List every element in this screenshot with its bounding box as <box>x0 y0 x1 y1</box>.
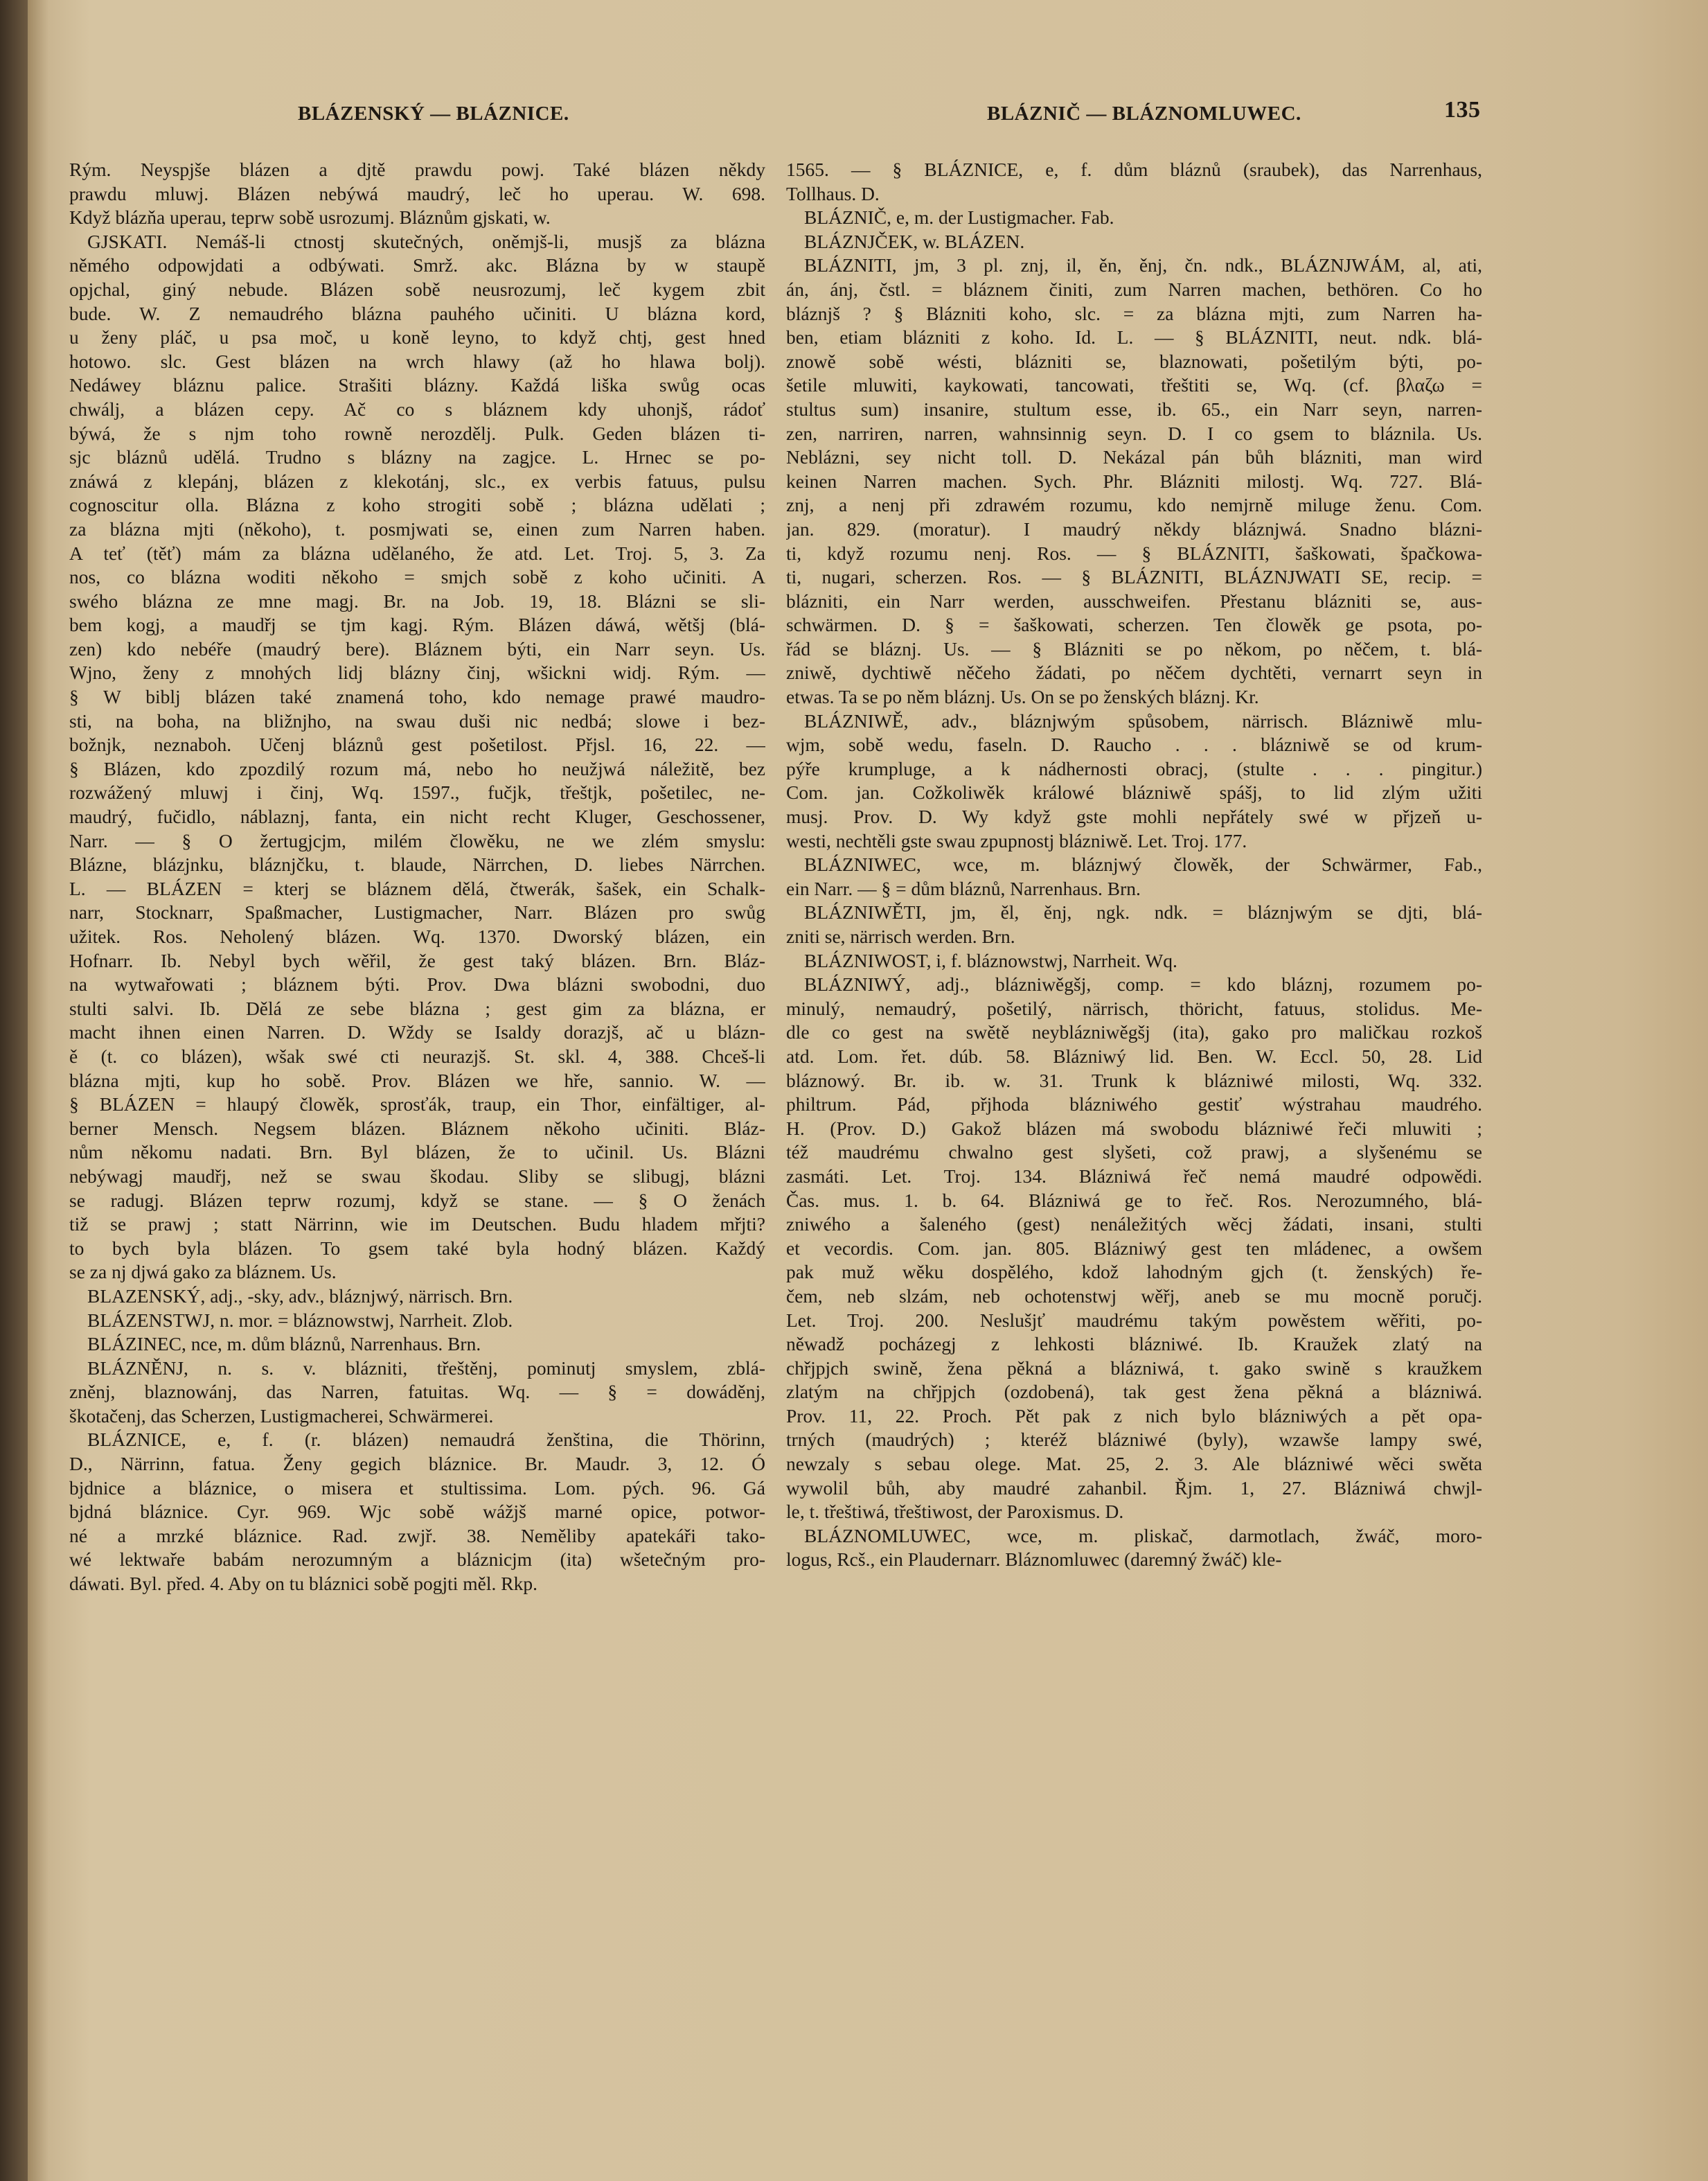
text-line: BLÁZNIWEC, wce, m. bláznjwý člowěk, der Schwärmer, Fab., <box>804 854 1482 876</box>
right-column <box>786 158 1482 1572</box>
text-line: znáwá z klepánj, blázen z klekotánj, slc., ex verbis fatuus, pulsu <box>69 470 765 492</box>
text-line: něwadž pocházegj z lehkosti blázniwé. Ib. Kraužek zlatý na <box>786 1333 1482 1355</box>
text-line: BLÁZNĚNJ, n. s. v. blázniti, třeštěnj, pominutj smyslem, zblá- <box>87 1357 765 1379</box>
text-line: § BLÁZEN = hlaupý člowěk, sprosťák, traup, ein Thor, einfältiger, al- <box>69 1093 765 1115</box>
text-line: H. (Prov. D.) Gakož blázen má swobodu blázniwé řeči mluwiti ; <box>786 1117 1482 1139</box>
book-spine-shadow <box>0 0 28 2181</box>
text-line: zniti se, närrisch werden. Brn. <box>786 926 1015 947</box>
text-line: sti, na boha, na bližnjho, na swau duši nic nedbá; slowe i bez- <box>69 709 765 732</box>
text-line: bude. W. Z nemaudrého blázna pauhého učiniti. U blázna kord, <box>69 302 765 324</box>
text-line: cognoscitur olla. Blázna z koho strogiti sobě ; blázna udělati ; <box>69 494 765 516</box>
text-line: prawdu mluwj. Blázen nebýwá maudrý, leč ho uperau. W. 698. <box>69 182 765 204</box>
text-line: L. — BLÁZEN = kterj se bláznem dělá, čtwerák, šašek, ein Schalk- <box>69 877 765 899</box>
text-line: BLÁZNITI, jm, 3 pl. znj, il, ěn, ěnj, čn. ndk., BLÁZNJWÁM, al, ati, <box>804 254 1482 276</box>
text-line: minulý, nemaudrý, pošetilý, närrisch, thöricht, fatuus, stolidus. Me- <box>786 997 1482 1019</box>
text-line: án, ánj, čstl. = bláznem činiti, zum Narren machen, bethören. Co ho <box>786 278 1482 300</box>
text-line: za blázna mjti (někoho), t. posmjwati se, einen zum Narren haben. <box>69 518 765 540</box>
text-line: BLÁZINEC, nce, m. dům bláznů, Narrenhaus. Brn. <box>87 1333 481 1355</box>
text-line: řád se bláznj. Us. — § Blázniti se po někom, po něčem, t. blá- <box>786 637 1482 660</box>
text-line: bjdná bláznice. Cyr. 969. Wjc sobě wážjš marné opice, potwor- <box>69 1501 765 1523</box>
text-line: blázna mjti, kup ho sobě. Prov. Blázen we hře, sannio. W. — <box>69 1069 765 1091</box>
text-line: D., Närrinn, fatua. Ženy gegich bláznice. Br. Maudr. 3, 12. Ó <box>69 1453 765 1475</box>
text-line: zen) kdo nebéře (maudrý bere). Bláznem býti, ein Narr seyn. Us. <box>69 637 765 660</box>
text-line: hotowo. slc. Gest blázen na wrch hlawy (až ho hlawa bolj). <box>69 350 765 372</box>
text-line: býwá, že s njm toho rowně nerozdělj. Pulk. Geden blázen ti- <box>69 422 765 444</box>
text-line: dáwati. Byl. před. 4. Aby on tu bláznici sobě pogjti měl. Rkp. <box>69 1573 537 1595</box>
text-line: Prov. 11, 22. Proch. Pět pak z nich bylo blázniwých a pět opa- <box>786 1404 1482 1427</box>
text-line: zasmáti. Let. Troj. 134. Blázniwá řeč nemá maudré odpowědi. <box>786 1165 1482 1187</box>
text-line: Narr. — § O žertugjcjm, milém člowěku, ne we zlém smyslu: <box>69 829 765 851</box>
text-line: znj, a nenj při zdrawém rozumu, kdo nemjrně miluge ženu. Com. <box>786 494 1482 516</box>
text-line: musj. Prov. D. Wy když gste mohli nepřátely swé w přjzeň u- <box>786 806 1482 828</box>
text-line: philtrum. Pád, přjhoda blázniwého gestiť wýstrahau maudrého. <box>786 1093 1482 1115</box>
text-line: chřjpjch swině, žena pěkná a blázniwá, t. gako swině s kraužkem <box>786 1357 1482 1379</box>
text-line: u ženy pláč, u psa moč, u koně leyno, to když chtj, gest hned <box>69 326 765 348</box>
left-column <box>69 158 765 1596</box>
running-head-left: BLÁZENSKÝ — BLÁZNICE. <box>298 103 569 125</box>
text-line: to bych byla blázen. To gsem také byla hodný blázen. Každý <box>69 1237 765 1259</box>
text-line: newzaly s sebau olege. Mat. 25, 2. 3. Ale blázniwé wěci swěta <box>786 1453 1482 1475</box>
text-line: ě (t. co blázen), wšak swé cti neurazjš. St. skl. 4, 388. Chceš-li <box>69 1045 765 1067</box>
text-line: BLÁZNIČ, e, m. der Lustigmacher. Fab. <box>804 206 1114 229</box>
text-line: macht ihnen einen Narren. D. Wždy se Isaldy dorazjš, ač u blázn- <box>69 1021 765 1043</box>
page-number: 135 <box>1444 97 1481 123</box>
text-line: na wytwařowati ; bláznem býti. Prov. Dwa blázni swobodni, duo <box>69 973 765 996</box>
text-line: BLÁZNIWĚ, adv., bláznjwým spůsobem, närrisch. Blázniwě mlu- <box>804 709 1482 732</box>
text-line: schwärmen. D. § = šaškowati, scherzen. Ten člowěk ge psota, po- <box>786 614 1482 636</box>
text-line: bláznjš ? § Blázniti koho, slc. = za blázna mjti, zum Narren ha- <box>786 302 1482 324</box>
text-line: zněnj, blaznowánj, das Narren, fatuitas. Wq. — § = dowáděnj, <box>69 1381 765 1403</box>
text-line: nos, co blázna woditi někoho = smjch sobě z koho učiniti. A <box>69 566 765 588</box>
text-line: wé lektwaře babám nerozumným a bláznicjm (ita) wšetečným pro- <box>69 1548 765 1571</box>
text-line: se za nj djwá gako za bláznem. Us. <box>69 1261 337 1283</box>
text-line: stulti salvi. Ib. Dělá ze sebe blázna ; gest gim za blázna, er <box>69 997 765 1019</box>
text-line: tiž se prawj ; statt Närrinn, wie im Deutschen. Budu hladem mřjti? <box>69 1213 765 1235</box>
text-line: berner Mensch. Negsem blázen. Bláznem někoho učiniti. Bláz- <box>69 1117 765 1139</box>
text-line: § W biblj blázen také znamená toho, kdo nemage prawé maudro- <box>69 686 765 708</box>
text-line: jan. 829. (moratur). I maudrý někdy bláznjwá. Snadno blázni- <box>786 518 1482 540</box>
text-line: A teť (těť) mám za blázna udělaného, že atd. Let. Troj. 5, 3. Za <box>69 542 765 564</box>
text-line: BLÁZNICE, e, f. (r. blázen) nemaudrá ženština, die Thörinn, <box>87 1429 765 1451</box>
text-line: swého blázna ze mne magj. Br. na Job. 19, 18. Blázni se sli- <box>69 590 765 612</box>
text-line: BLAZENSKÝ, adj., -sky, adv., bláznjwý, närrisch. Brn. <box>87 1284 513 1307</box>
text-line: BLÁZNOMLUWEC, wce, m. pliskač, darmotlach, žwáč, moro- <box>804 1524 1482 1546</box>
text-line: westi, nechtěli gste swau zpupnostj blázniwě. Let. Troj. 177. <box>786 829 1247 851</box>
text-line: 1565. — § BLÁZNICE, e, f. dům bláznů (sraubek), das Narrenhaus, <box>786 159 1482 180</box>
text-line: Let. Troj. 200. Neslušjť maudrému takým powěstem wěřiti, po- <box>786 1309 1482 1331</box>
text-line: BLÁZENSTWJ, n. mor. = bláznowstwj, Narrheit. Zlob. <box>87 1309 513 1331</box>
text-line: škotačenj, das Scherzen, Lustigmacherei, Schwärmerei. <box>69 1404 494 1427</box>
text-line: Když blázňa uperau, teprw sobě usrozumj. Bláznům gjskati, w. <box>69 206 551 229</box>
text-line: wywolil bůh, aby maudré zahanbil. Řjm. 1, 27. Blázniwá chwjl- <box>786 1476 1482 1499</box>
text-line: Hofnarr. Ib. Nebyl bych wěřil, že gest taký blázen. Brn. Bláz- <box>69 949 765 971</box>
text-line: pýře krumpluge, a k nádhernosti obracj, (stulte . . . pingitur.) <box>786 757 1482 779</box>
text-line: ti, nugari, scherzen. Ros. — § BLÁZNITI, BLÁZNJWATI SE, recip. = <box>786 566 1482 588</box>
text-line: né a mrzké bláznice. Rad. zwjř. 38. Neměliby apatekáři tako- <box>69 1524 765 1546</box>
text-line: Wjno, ženy z mnohých lidj blázny činj, wšickni widj. Rým. — <box>69 662 765 684</box>
text-line: Nedáwey bláznu palice. Strašiti blázny. Každá liška swůg ocas <box>69 374 765 396</box>
text-line: atd. Lom. řet. dúb. 58. Blázniwý lid. Ben. W. Eccl. 50, 28. Lid <box>786 1045 1482 1067</box>
text-line: maudrý, fučidlo, náblaznj, fanta, ein nicht recht Kluger, Geschossener, <box>69 806 765 828</box>
text-line: též maudrému chwalno gest slyšeti, což prawj, a slyšenému se <box>786 1141 1482 1163</box>
text-line: ein Narr. — § = dům bláznů, Narrenhaus. Brn. <box>786 877 1141 899</box>
text-line: užitek. Ros. Neholený blázen. Wq. 1370. Dworský blázen, ein <box>69 926 765 947</box>
text-line: dle co gest na swětě neyblázniwěgšj (ita), gako pro maličkau rozkoš <box>786 1021 1482 1043</box>
text-line: bjdnice a bláznice, o misera et stultissima. Lom. pých. 96. Gá <box>69 1476 765 1499</box>
text-line: zen, narriren, narren, wahnsinnig seyn. D. I co gsem to bláznila. Us. <box>786 422 1482 444</box>
text-line: němého odpowjdati a odbýwati. Smrž. akc. Blázna by w staupě <box>69 254 765 276</box>
text-line: wjm, sobě wedu, faseln. D. Raucho . . . blázniwě se od krum- <box>786 734 1482 756</box>
text-line: keinen Narren machen. Sych. Phr. Blázniti milostj. Wq. 727. Blá- <box>786 470 1482 492</box>
text-line: trných (maudrých) ; kteréž blázniwé (byly), wzawše lampy swé, <box>786 1429 1482 1451</box>
text-line: šetile mluwiti, kaykowati, tancowati, třeštiti se, Wq. (cf. βλαζω = <box>786 374 1482 396</box>
text-line: GJSKATI. Nemáš-li ctnostj skutečných, oněmjš-li, musjš za blázna <box>87 230 765 252</box>
text-line: sjc bláznů udělá. Trudno s blázny na zagjce. L. Hrnec se po- <box>69 446 765 468</box>
text-line: Tollhaus. D. <box>786 182 880 204</box>
text-line: pak muž wěku dospělého, kdož lahodným gjch (t. ženských) ře- <box>786 1261 1482 1283</box>
text-line: BLÁZNIWÝ, adj., blázniwěgšj, comp. = kdo bláznj, rozumem po- <box>804 973 1482 996</box>
text-line: Rým. Neyspjše blázen a djtě prawdu powj. Také blázen někdy <box>69 159 765 180</box>
text-line: božnjk, neznaboh. Učenj bláznů gest pošetilost. Přjsl. 16, 22. — <box>69 734 765 756</box>
text-line: rozwážený mluwj i činj, Wq. 1597., fučjk, třeštjk, pošetilec, ne- <box>69 782 765 804</box>
text-line: Čas. mus. 1. b. 64. Blázniwá ge to řeč. Ros. Nerozumného, blá- <box>786 1189 1482 1211</box>
text-line: znowě sobě wésti, blázniti se, blaznowati, pošetilým býti, po- <box>786 350 1482 372</box>
text-line: ti, když rozumu nenj. Ros. — § BLÁZNITI, šaškowati, špačkowa- <box>786 542 1482 564</box>
text-line: bem kogj, a maudřj se tjm kagj. Rým. Blázen dáwá, wětšj (blá- <box>69 614 765 636</box>
text-line: blázniti, ein Narr werden, ausschweifen. Přestanu blázniti se, aus- <box>786 590 1482 612</box>
text-line: Com. jan. Cožkoliwěk králowé blázniwě spášj, to lid zlým užiti <box>786 782 1482 804</box>
text-line: BLÁZNIWOST, i, f. bláznowstwj, Narrheit. Wq. <box>804 949 1177 971</box>
text-line: etwas. Ta se po něm bláznj. Us. On se po ženských bláznj. Kr. <box>786 686 1259 708</box>
text-line: § Blázen, kdo zpozdilý rozum má, nebo ho neužjwá náležitě, bez <box>69 757 765 779</box>
running-head-right: BLÁZNIČ — BLÁZNOMLUWEC. <box>987 103 1301 125</box>
text-line: chwálj, a blázen cepy. Ač co s bláznem kdy uhonjš, rádoť <box>69 398 765 420</box>
text-line: BLÁZNIWĚTI, jm, ěl, ěnj, ngk. ndk. = bláznjwým se djti, blá- <box>804 901 1482 924</box>
text-line: se radugj. Blázen teprw rozumj, když se stane. — § O ženách <box>69 1189 765 1211</box>
text-line: narr, Stocknarr, Spaßmacher, Lustigmacher, Narr. Blázen pro swůg <box>69 901 765 924</box>
text-line: et vecordis. Com. jan. 805. Blázniwý gest ten mládenec, a owšem <box>786 1237 1482 1259</box>
text-line: le, t. třeštiwá, třeštiwost, der Paroxismus. D. <box>786 1501 1124 1523</box>
text-line: zlatým na chřjpjch (ozdobená), tak gest žena pěkná a blázniwá. <box>786 1381 1482 1403</box>
text-line: zniwě, dychtiwě něčeho žádati, po něčem dychtěti, vernarrt seyn in <box>786 662 1482 684</box>
text-line: BLÁZNJČEK, w. BLÁZEN. <box>804 230 1025 252</box>
text-line: logus, Rcš., ein Plaudernarr. Bláznomluwec (daremný žwáč) kle- <box>786 1548 1282 1571</box>
text-line: Neblázni, sey nicht toll. D. Nekázal pán bůh blázniti, man wird <box>786 446 1482 468</box>
text-line: ben, etiam blázniti z koho. Id. L. — § BLÁZNITI, neut. ndk. blá- <box>786 326 1482 348</box>
text-line: stultus sum) insanire, stultum esse, ib. 65., ein Narr seyn, narren- <box>786 398 1482 420</box>
text-line: zniwého a šaleného (gest) nenáležitých wěcj žádati, insani, stulti <box>786 1213 1482 1235</box>
text-line: čem, neb slzám, neb ochotenstwj wěřj, aneb se mu mocně poručj. <box>786 1284 1482 1307</box>
text-line: bláznowý. Br. ib. w. 31. Trunk k blázniwé milosti, Wq. 332. <box>786 1069 1482 1091</box>
text-line: opjchal, giný nebude. Blázen sobě neusrozumj, leč kygem zbit <box>69 278 765 300</box>
text-line: nům někomu nadati. Brn. Byl blázen, že to učinil. Us. Blázni <box>69 1141 765 1163</box>
text-line: Blázne, blázjnku, bláznjčku, t. blaude, Närrchen, D. liebes Närrchen. <box>69 854 765 876</box>
text-line: nebýwagj maudřj, než se swau škodau. Sliby se slibugj, blázni <box>69 1165 765 1187</box>
